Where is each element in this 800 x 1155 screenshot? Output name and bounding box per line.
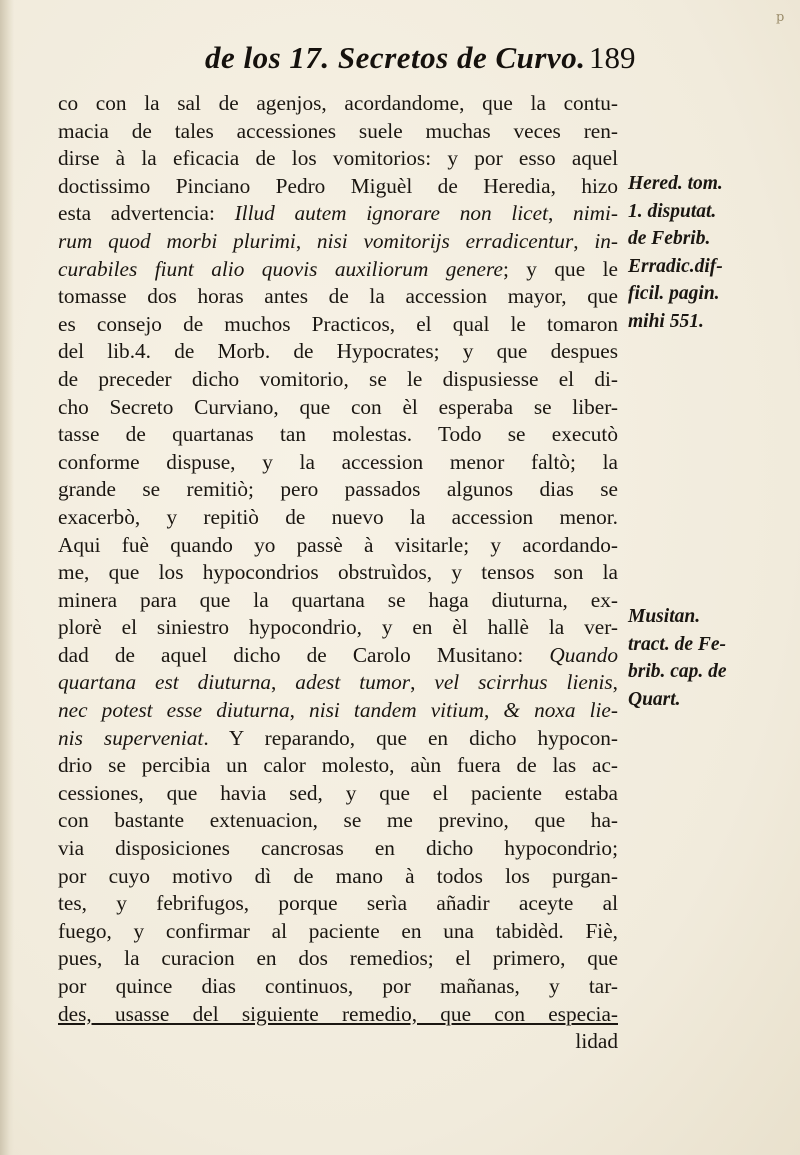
- text-segment: ,: [483, 698, 504, 723]
- text-line: [58, 697, 618, 725]
- text-line: co con la sal de agenjos, acordandome, que la contu-: [58, 91, 618, 115]
- text-segment: ,: [295, 228, 317, 253]
- text-segment: ,: [573, 228, 595, 253]
- latin-quote: Quando: [549, 642, 618, 667]
- margin-note-line: ficil. pagin.: [628, 283, 720, 305]
- text-line: con bastante extenuacion, se me previno, que ha-: [58, 808, 618, 833]
- latin-quote: nisi tandem vitium: [309, 698, 484, 723]
- latin-quote: & noxa lie-: [503, 698, 618, 723]
- text-line: [58, 228, 618, 256]
- text-line: [58, 256, 618, 284]
- text-line: [58, 200, 618, 228]
- text-line: pues, la curacion en dos remedios; el primero, que: [58, 946, 618, 971]
- latin-quote: nis superveniat: [58, 725, 204, 750]
- latin-quote: nisi vomitorijs erradicentur: [316, 228, 574, 253]
- text-line: tasse de quartanas tan molestas. Todo se executò: [58, 422, 618, 447]
- margin-note-line: Musitan.: [628, 606, 701, 627]
- text-segment: des, usasse del siguiente remedio, que con especia-: [58, 1001, 618, 1026]
- margin-note-musitano: [628, 603, 790, 713]
- text-line: drio se percibia un calor molesto, aùn fuera de las ac-: [58, 753, 618, 778]
- text-segment: dad de aquel dicho de Carolo Musitano:: [58, 642, 550, 667]
- margin-note-heredia: [628, 170, 790, 336]
- text-line: cho Secreto Curviano, que con èl esperaba se liber-: [58, 394, 618, 419]
- page-gutter-shadow: [0, 0, 14, 1155]
- text-line: me, que los hypocondrios obstruìdos, y tensos son la: [58, 560, 618, 585]
- text-segment: ,: [271, 670, 296, 695]
- text-line: via disposiciones cancrosas en dicho hypocondrio;: [58, 836, 618, 861]
- text-line: doctissimo Pinciano Pedro Miguèl de Heredia, hizo: [58, 173, 618, 198]
- margin-note-line: brib. cap. de: [628, 661, 727, 683]
- text-line: [58, 642, 618, 670]
- text-line: por quince dias continuos, por mañanas, y tar-: [58, 974, 618, 998]
- text-segment: ,: [410, 670, 435, 695]
- text-line: conforme dispuse, y la accession menor faltò; la: [58, 449, 618, 474]
- text-line: [58, 725, 618, 753]
- latin-quote: curabiles fiunt alio quovis auxiliorum genere: [58, 256, 503, 281]
- margin-note-line: Hered. tom.: [628, 173, 723, 194]
- margin-note-line: de Febrib.: [628, 228, 711, 250]
- latin-quote: nimi-: [573, 201, 618, 226]
- latin-quote: Illud autem ignorare non licet: [234, 201, 549, 226]
- text-line: es consejo de muchos Practicos, el qual le tomaron: [58, 311, 618, 336]
- text-line: cessiones, que havia sed, y que el paciente estaba: [58, 780, 618, 805]
- text-line: macia de tales accessiones suele muchas veces ren-: [58, 118, 618, 143]
- text-line: dirse à la eficacia de los vomitorios: y por esso aquel: [58, 146, 618, 171]
- margin-note-line: mihi 551.: [628, 310, 704, 332]
- text-segment: lidad: [575, 1029, 618, 1054]
- text-line: tes, y febrifugos, porque serìa añadir aceyte al: [58, 891, 618, 916]
- latin-quote: in-: [594, 228, 618, 253]
- latin-quote: nec potest esse diuturna: [58, 698, 290, 723]
- text-segment: ,: [612, 670, 618, 695]
- latin-quote: rum quod morbi plurimi: [58, 228, 296, 253]
- text-line: del lib.4. de Morb. de Hypocrates; y que despues: [58, 339, 618, 364]
- margin-note-line: 1. disputat.: [628, 200, 717, 222]
- text-line: por cuyo motivo dì de mano à todos los purgan-: [58, 863, 618, 888]
- text-line: grande se remitiò; pero passados algunos dias se: [58, 477, 618, 502]
- margin-note-line: Erradic.dif-: [628, 255, 723, 277]
- text-line: minera para que la quartana se haga diuturna, ex-: [58, 587, 618, 612]
- text-line: de preceder dicho vomitorio, se le dispusiesse el di-: [58, 366, 618, 391]
- running-head: de los 17. Secretos de Curvo.: [205, 40, 586, 75]
- text-line: exacerbò, y repitiò de nuevo la accession menor.: [58, 504, 618, 529]
- text-line: [58, 669, 618, 697]
- margin-note-line: tract. de Fe-: [628, 633, 727, 655]
- page-number: 189: [589, 40, 636, 75]
- page-header: [0, 10, 800, 80]
- latin-quote: quartana est diuturna: [58, 670, 272, 695]
- margin-note-line: Quart.: [628, 688, 681, 710]
- text-line: [58, 1001, 618, 1029]
- text-line: plorè el siniestro hypocondrio, y en èl hallè la ver-: [58, 615, 618, 640]
- body-text: [58, 90, 618, 1056]
- text-line: fuego, y confirmar al paciente en una tabidèd. Fiè,: [58, 918, 618, 943]
- corner-mark: p: [776, 10, 785, 25]
- text-line: tomasse dos horas antes de la accession mayor, que: [58, 284, 618, 309]
- text-segment: . Y reparando, que en dicho hypocon-: [203, 725, 618, 750]
- text-segment: ,: [289, 698, 310, 723]
- latin-quote: vel scirrhus lienis: [434, 670, 613, 695]
- text-line: Aqui fuè quando yo passè à visitarle; y acordando-: [58, 532, 618, 557]
- text-line: [58, 1028, 618, 1056]
- text-segment: ; y que le: [502, 256, 618, 281]
- text-segment: ,: [548, 201, 574, 226]
- text-segment: esta advertencia:: [58, 201, 235, 226]
- latin-quote: adest tumor: [295, 670, 411, 695]
